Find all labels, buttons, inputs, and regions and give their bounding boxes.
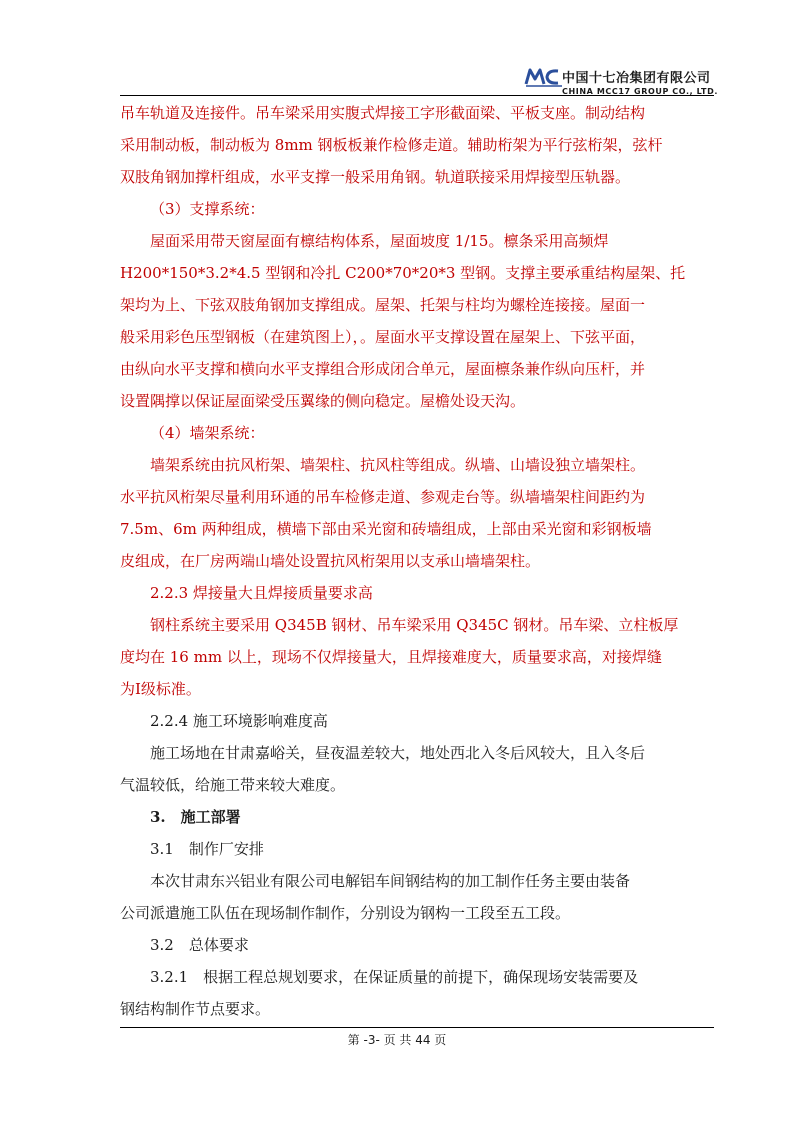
- page-number: 第 -3- 页 共 44 页: [347, 1033, 447, 1047]
- body-line: 般采用彩色压型钢板（在建筑图上），。屋面水平支撑设置在屋架上、下弦平面，: [120, 328, 646, 346]
- body-line: 钢结构制作节点要求。: [120, 1000, 271, 1018]
- body-line: 7.5m、6m 两种组成，横墙下部由采光窗和砖墙组成，上部由采光窗和彩钢板墙: [120, 520, 652, 538]
- body-line: （4）墙架系统：: [150, 424, 265, 442]
- company-name-cn: 中国十七冶集团有限公司: [562, 71, 711, 86]
- body-line: 公司派遣施工队伍在现场制作制作，分别设为钢构一工段至五工段。: [120, 904, 571, 922]
- body-line: （3）支撑系统：: [150, 200, 265, 218]
- body-line: 3. 施工部署: [150, 808, 241, 826]
- body-line: 为Ⅰ级标准。: [120, 680, 201, 698]
- body-line: 2.2.3 焊接量大且焊接质量要求高: [150, 584, 373, 602]
- body-line: 度均在 16 mm 以上，现场不仅焊接量大，且焊接难度大，质量要求高，对接焊缝: [120, 648, 662, 666]
- body-line: 双肢角钢加撑杆组成，水平支撑一般采用角钢。轨道联接采用焊接型压轨器。: [120, 168, 631, 186]
- document-body: [120, 97, 690, 1025]
- body-line: 采用制动板，制动板为 8mm 钢板板兼作检修走道。辅助桁架为平行弦桁架，弦杆: [120, 136, 663, 154]
- body-line: 3.1 制作厂安排: [150, 840, 264, 858]
- body-line: 设置隅撑以保证屋面梁受压翼缘的侧向稳定。屋檐处设天沟。: [120, 392, 526, 410]
- company-name-en: CHINA MCC17 GROUP CO., LTD.: [562, 87, 718, 96]
- body-line: 水平抗风桁架尽量利用环通的吊车检修走道、参观走台等。纵墙墙架柱间距约为: [120, 488, 646, 506]
- body-line: 气温较低，给施工带来较大难度。: [120, 776, 346, 794]
- body-line: 2.2.4 施工环境影响难度高: [150, 712, 328, 730]
- body-line: 由纵向水平支撑和横向水平支撑组合形成闭合单元，屋面檩条兼作纵向压杆，并: [120, 360, 646, 378]
- footer-divider: [120, 1027, 714, 1028]
- header-divider: [120, 95, 714, 96]
- body-line: 3.2 总体要求: [150, 936, 249, 954]
- body-line: 屋面采用带天窗屋面有檩结构体系，屋面坡度 1/15。檩条采用高频焊: [150, 232, 609, 250]
- body-line: 3.2.1 根据工程总规划要求，在保证质量的前提下，确保现场安装需要及: [150, 968, 639, 986]
- body-line: 钢柱系统主要采用 Q345B 钢材、吊车梁采用 Q345C 钢材。吊车梁、立柱板厚: [150, 616, 679, 634]
- company-name: [562, 67, 722, 96]
- body-line: 墙架系统由抗风桁架、墙架柱、抗风柱等组成。纵墙、山墙设独立墙架柱。: [150, 456, 646, 474]
- body-line: 皮组成，在厂房两端山墙处设置抗风桁架用以支承山墙墙架柱。: [120, 552, 541, 570]
- body-line: H200*150*3.2*4.5 型钢和冷扎 C200*70*20*3 型钢。支撑主要承重结构屋架、托: [120, 264, 686, 282]
- mcc-logo: [524, 66, 564, 88]
- body-line: 施工场地在甘肃嘉峪关，昼夜温差较大，地处西北入冬后风较大，且入冬后: [150, 744, 646, 762]
- page-header: [120, 62, 718, 96]
- body-line: 本次甘肃东兴铝业有限公司电解铝车间钢结构的加工制作任务主要由装备: [150, 872, 631, 890]
- body-line: 架均为上、下弦双肢角钢加支撑组成。屋架、托架与柱均为螺栓连接接。屋面一: [120, 296, 646, 314]
- body-line: 吊车轨道及连接件。吊车梁采用实腹式焊接工字形截面梁、平板支座。制动结构: [120, 104, 646, 122]
